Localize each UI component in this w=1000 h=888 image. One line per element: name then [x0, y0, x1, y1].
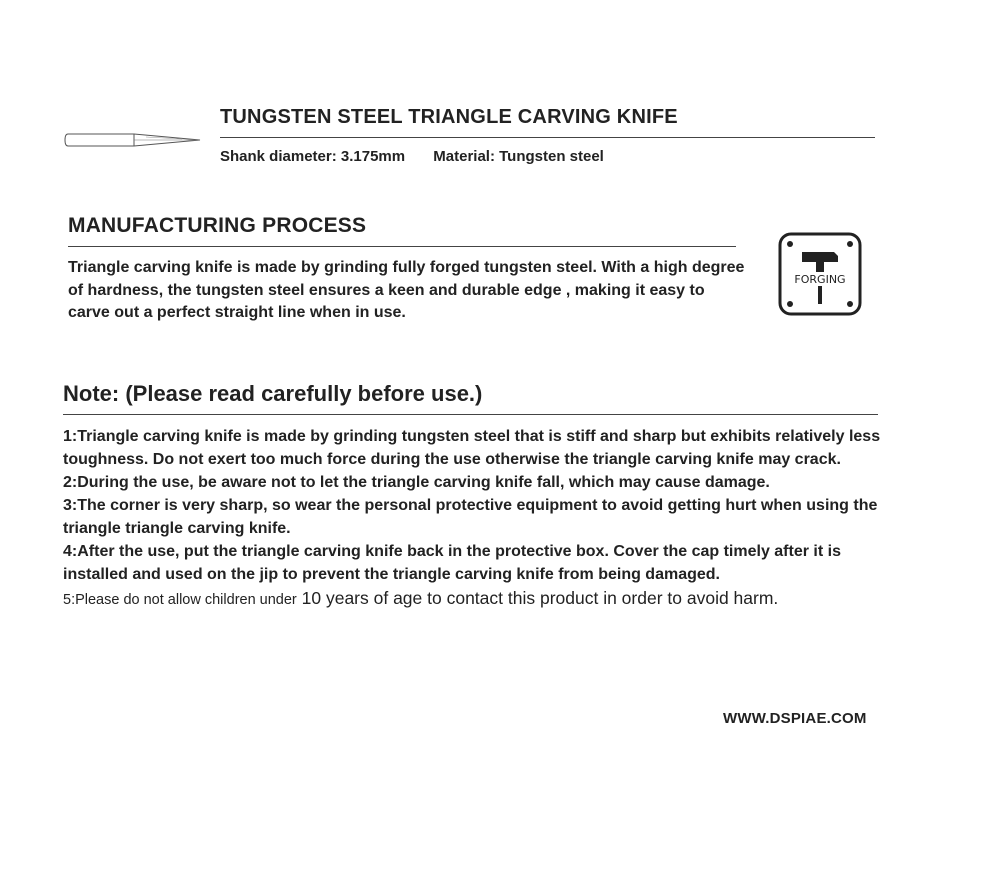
title-divider — [220, 137, 875, 138]
note-heading: Note: (Please read carefully before use.) — [63, 381, 483, 406]
note-item-4: 4:After the use, put the triangle carving knife back in the protective box. Cover the cap timely after it is installed and used on the jip to prevent the triangle carving knife from being damaged. — [63, 543, 841, 583]
manufacturing-description: Triangle carving knife is made by grinding fully forged tungsten steel. With a high degree of hardness, the tungsten steel ensures a keen and durable edge , making it easy to carve out a perfect straight line when in use. — [68, 259, 745, 321]
website-link[interactable]: WWW.DSPIAE.COM — [723, 710, 867, 727]
manufacturing-heading: MANUFACTURING PROCESS — [68, 214, 367, 237]
product-title: TUNGSTEN STEEL TRIANGLE CARVING KNIFE — [220, 106, 678, 128]
note-item-3: 3:The corner is very sharp, so wear the personal protective equipment to avoid getting hurt when using the triangle triangle carving knife. — [63, 497, 878, 537]
note-item-5-lead: 5:Please do not allow children under — [63, 592, 297, 608]
material: Material: Tungsten steel — [433, 148, 604, 165]
triangle-knife-icon — [64, 129, 204, 151]
shank-diameter: Shank diameter: 3.175mm — [220, 148, 406, 165]
note-item-2: 2:During the use, be aware not to let the triangle carving knife fall, which may cause damage. — [63, 474, 770, 491]
note-list — [63, 425, 893, 613]
forging-badge — [778, 232, 862, 316]
forging-badge-label: FORGING — [794, 273, 846, 286]
note-divider — [63, 414, 878, 415]
note-item-5 — [63, 586, 893, 613]
product-specs — [220, 148, 604, 165]
note-item-5-rest: 10 years of age to contact this product in order to avoid harm. — [296, 588, 779, 608]
manufacturing-divider — [68, 246, 736, 247]
note-item-1: 1:Triangle carving knife is made by grinding tungsten steel that is stiff and sharp but exhibits relatively less toughness. Do not exert too much force during the use otherwise the triangle carving knife may crack. — [63, 428, 881, 468]
